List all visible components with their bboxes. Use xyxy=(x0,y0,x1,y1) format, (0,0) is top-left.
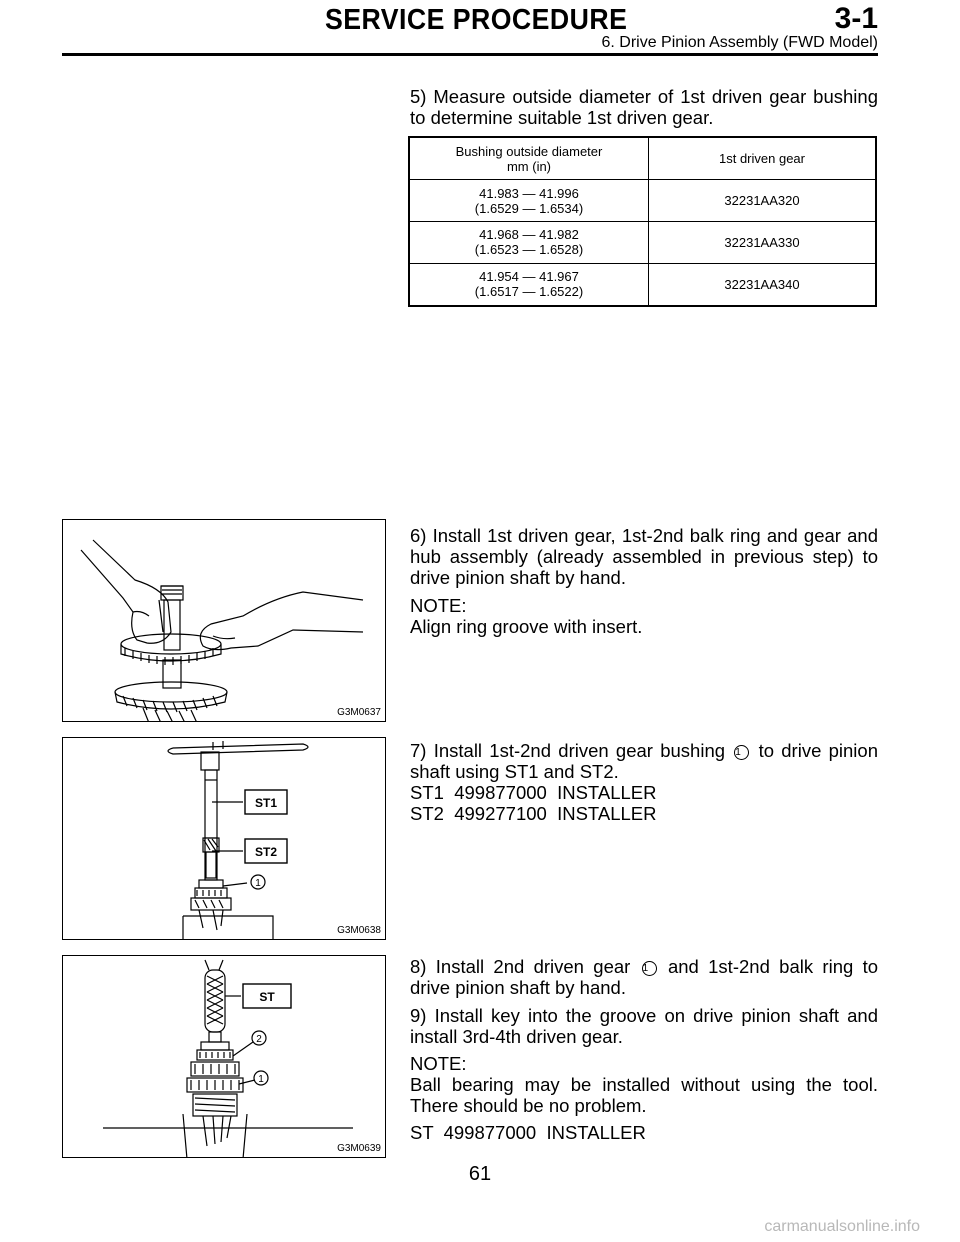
header-section-number: 3-1 xyxy=(834,2,878,35)
figure-code: G3M0639 xyxy=(337,1143,381,1154)
step-9-note-label: NOTE: xyxy=(410,1053,467,1074)
table-header-diameter xyxy=(409,137,649,180)
label-st: ST xyxy=(259,990,275,1004)
figure-install-2nd-driven-gear xyxy=(62,955,386,1158)
step-6-text: 6) Install 1st driven gear, 1st-2nd balk ring and gear and hub assembly (already assembled in previous step) to drive pinion shaft by hand. xyxy=(410,525,878,588)
callout-2: 2 xyxy=(256,1034,262,1045)
hands-gear-illustration xyxy=(63,520,386,722)
step-9-note-text: Ball bearing may be installed without using the tool. There should be no problem. xyxy=(410,1074,878,1116)
step-9-text: 9) Install key into the groove on drive pinion shaft and install 3rd-4th driven gear. xyxy=(410,1005,878,1047)
step-5-text: 5) Measure outside diameter of 1st driven gear bushing to determine suitable 1st driven gear. xyxy=(410,86,878,128)
table-row xyxy=(409,263,876,306)
part-number-cell: 32231AA330 xyxy=(649,221,877,263)
gear-stack-illustration xyxy=(63,956,386,1158)
figure-install-1st-driven-gear xyxy=(62,519,386,722)
step-8-text xyxy=(410,956,878,998)
figure-install-bushing xyxy=(62,737,386,940)
step-6-note-label: NOTE: xyxy=(410,595,467,616)
part-number-cell: 32231AA340 xyxy=(649,263,877,306)
watermark: carmanualsonline.info xyxy=(764,1218,920,1235)
callout-marker-1: 1 xyxy=(734,745,749,760)
table-header-row xyxy=(409,137,876,180)
installer-illustration xyxy=(63,738,386,940)
diameter-in: (1.6517 — 1.6522) xyxy=(474,284,584,300)
header-subtitle: 6. Drive Pinion Assembly (FWD Model) xyxy=(601,34,878,51)
page-number: 61 xyxy=(468,1163,492,1185)
header-title: SERVICE PROCEDURE xyxy=(325,4,628,36)
step-7-text-after: to drive pinion shaft using ST1 and ST2. xyxy=(410,740,878,782)
table-row xyxy=(409,180,876,222)
step-9-tool: ST 499877000 INSTALLER xyxy=(410,1122,646,1143)
step-8-text-before: 8) Install 2nd driven gear xyxy=(410,956,631,977)
header-rule xyxy=(62,53,878,56)
step-6-note-text: Align ring groove with insert. xyxy=(410,616,643,637)
diameter-cell xyxy=(409,263,649,306)
table-header-gear: 1st driven gear xyxy=(649,137,877,180)
table-row xyxy=(409,221,876,263)
callout-1: 1 xyxy=(258,1074,264,1085)
callout-1: 1 xyxy=(255,878,261,889)
callout-marker-1: 1 xyxy=(642,961,657,976)
part-number-cell: 32231AA320 xyxy=(649,180,877,222)
step-8-text-after: and 1st-2nd balk ring to drive pinion shaft by hand. xyxy=(410,956,879,998)
step-7-tool-1: ST1 499877000 INSTALLER xyxy=(410,782,657,803)
diameter-in: (1.6529 — 1.6534) xyxy=(474,200,584,216)
diameter-cell xyxy=(409,180,649,222)
figure-code: G3M0637 xyxy=(337,707,381,718)
step-7-text xyxy=(410,740,878,782)
header-diameter-unit: mm (in) xyxy=(506,158,552,174)
label-st2: ST2 xyxy=(254,845,278,859)
diameter-in: (1.6523 — 1.6528) xyxy=(474,242,584,258)
page-header xyxy=(62,0,878,60)
diameter-mm: 41.983 — 41.996 xyxy=(479,185,579,201)
bushing-selection-table xyxy=(408,136,877,307)
diameter-mm: 41.954 — 41.967 xyxy=(479,269,579,285)
diameter-mm: 41.968 — 41.982 xyxy=(479,227,579,243)
step-7-text-before: 7) Install 1st-2nd driven gear bushing xyxy=(410,740,726,761)
header-diameter-label: Bushing outside diameter xyxy=(455,143,603,159)
diameter-cell xyxy=(409,221,649,263)
figure-code: G3M0638 xyxy=(337,925,381,936)
label-st1: ST1 xyxy=(254,796,278,810)
step-7-tool-2: ST2 499277100 INSTALLER xyxy=(410,803,657,824)
